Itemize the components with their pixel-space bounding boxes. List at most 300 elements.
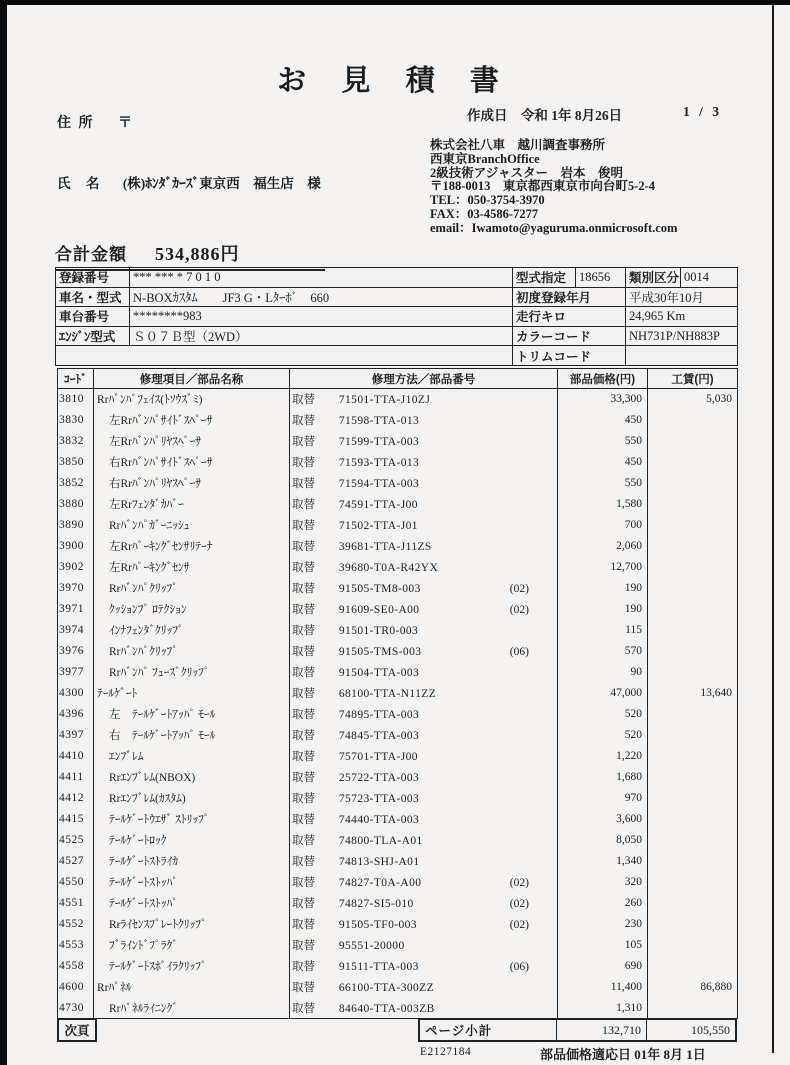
parts-table-row bbox=[58, 851, 738, 872]
part-name: ｴﾝﾌﾞﾚﾑ bbox=[109, 751, 144, 763]
part-number: 71594-TTA-003 bbox=[338, 478, 420, 490]
method-partno-cell bbox=[290, 725, 558, 746]
next-page-box: 次頁 bbox=[57, 1018, 97, 1042]
total-label: 合計金額 bbox=[55, 245, 127, 264]
part-price: 550 bbox=[558, 431, 648, 452]
company-block bbox=[430, 139, 677, 236]
part-price: 2,060 bbox=[558, 536, 648, 557]
part-name-cell bbox=[94, 389, 290, 410]
method-partno-cell bbox=[290, 998, 558, 1019]
part-name-cell bbox=[94, 599, 290, 620]
parts-table-row bbox=[58, 557, 738, 578]
part-number-suffix: (02) bbox=[509, 583, 529, 595]
labor-cost bbox=[648, 998, 738, 1019]
repair-method: 取替 bbox=[292, 478, 315, 490]
part-price: 550 bbox=[558, 473, 648, 494]
part-code: 3880 bbox=[58, 494, 94, 515]
method-partno-cell bbox=[290, 515, 558, 536]
labor-cost bbox=[648, 746, 738, 767]
company-tel: TEL：050-3754-3970 bbox=[430, 193, 545, 208]
repair-method: 取替 bbox=[292, 751, 315, 763]
part-code: 3974 bbox=[58, 620, 94, 641]
part-code: 4525 bbox=[58, 830, 94, 851]
scan-edge-right bbox=[772, 5, 774, 1053]
labor-cost bbox=[648, 431, 738, 452]
part-name: Rrﾗｲｾﾝｽﾌﾟﾚｰﾄｸﾘｯﾌﾟ bbox=[109, 919, 207, 931]
page-subtotal-label: ページ小計 bbox=[420, 1020, 557, 1040]
part-number: 74895-TTA-003 bbox=[338, 709, 420, 721]
repair-method: 取替 bbox=[292, 520, 315, 532]
part-code: 4552 bbox=[58, 914, 94, 935]
repair-method: 取替 bbox=[292, 499, 315, 511]
labor-cost bbox=[648, 809, 738, 830]
parts-table-row bbox=[58, 578, 738, 599]
method-partno-cell bbox=[290, 599, 558, 620]
part-number: 68100-TTA-N11ZZ bbox=[338, 688, 437, 700]
color-code-label: カラーコード bbox=[513, 326, 626, 346]
method-partno-cell bbox=[290, 977, 558, 998]
part-name: ﾃｰﾙｹﾞｰﾄｽﾄｯﾊﾟ bbox=[109, 877, 178, 889]
document-title: お 見 積 書 bbox=[277, 65, 513, 97]
part-price: 3,600 bbox=[558, 809, 648, 830]
part-price: 1,310 bbox=[558, 998, 648, 1019]
repair-method: 取替 bbox=[292, 982, 315, 994]
header-method-partno: 修理方法／部品番号 bbox=[290, 369, 558, 389]
part-number-suffix: (02) bbox=[509, 898, 529, 910]
labor-cost bbox=[648, 704, 738, 725]
method-partno-cell bbox=[290, 410, 558, 431]
mileage-label: 走行キロ bbox=[513, 307, 626, 327]
parts-table-row bbox=[58, 599, 738, 620]
method-partno-cell bbox=[290, 956, 558, 977]
parts-table-row bbox=[58, 977, 738, 998]
labor-cost bbox=[648, 725, 738, 746]
part-number: 71501-TTA-J10ZJ bbox=[338, 394, 431, 407]
vehicle-row-engine bbox=[56, 326, 738, 346]
repair-method: 取替 bbox=[292, 772, 315, 784]
parts-table-body bbox=[58, 389, 738, 1019]
method-partno-cell bbox=[290, 389, 558, 410]
part-code: 3832 bbox=[58, 431, 94, 452]
repair-method: 取替 bbox=[292, 646, 315, 658]
company-email: email：Iwamoto@yaguruma.onmicrosoft.com bbox=[430, 220, 678, 235]
address-label: 住 所 bbox=[57, 116, 95, 131]
part-code: 4553 bbox=[58, 935, 94, 956]
part-name-cell bbox=[94, 536, 290, 557]
chassis-label: 車台番号 bbox=[56, 307, 130, 327]
parts-table-row bbox=[58, 620, 738, 641]
parts-table-row bbox=[58, 704, 738, 725]
page-indicator: 1 / 3 bbox=[683, 104, 723, 119]
labor-cost bbox=[648, 410, 738, 431]
part-name: ｲﾝﾅﾌｪﾝﾀﾞｸﾘｯﾌﾟ bbox=[109, 625, 184, 637]
part-number-suffix: (02) bbox=[509, 919, 529, 931]
labor-cost bbox=[648, 620, 738, 641]
parts-table-row bbox=[58, 452, 738, 473]
part-code: 4412 bbox=[58, 788, 94, 809]
part-name-cell bbox=[94, 830, 290, 851]
class-label: 類別区分 bbox=[626, 268, 681, 288]
parts-table-row bbox=[58, 662, 738, 683]
labor-cost bbox=[648, 956, 738, 977]
header-item-name: 修理項目／部品名称 bbox=[94, 369, 290, 389]
parts-table-row bbox=[58, 809, 738, 830]
part-code: 4396 bbox=[58, 704, 94, 725]
repair-method: 取替 bbox=[292, 940, 315, 952]
method-partno-cell bbox=[290, 746, 558, 767]
repair-method: 取替 bbox=[292, 835, 315, 847]
vehicle-row-chassis bbox=[56, 307, 738, 327]
parts-table-row bbox=[58, 788, 738, 809]
part-number: 71593-TTA-013 bbox=[338, 457, 420, 469]
mileage-value: 24,965 Km bbox=[626, 307, 738, 327]
repair-method: 取替 bbox=[292, 583, 315, 595]
labor-cost bbox=[648, 599, 738, 620]
part-name: Rrﾊﾞﾝﾊﾟｶﾞｰﾆｯｼｭ bbox=[109, 520, 190, 532]
method-partno-cell bbox=[290, 914, 558, 935]
part-number: 71599-TTA-003 bbox=[338, 436, 420, 448]
labor-cost bbox=[648, 914, 738, 935]
company-line: 2級技術アジャスター 岩本 俊明 bbox=[430, 165, 624, 180]
part-name: ﾃｰﾙｹﾞｰﾄﾛｯｸ bbox=[109, 835, 167, 847]
part-price: 115 bbox=[558, 620, 648, 641]
part-name: 左Rrﾊﾞﾝﾊﾟﾘﾔｽﾍﾟｰｻ bbox=[109, 436, 201, 448]
created-date-value: 令和 1年 8月26日 bbox=[520, 108, 623, 123]
part-number: 91505-TMS-003 bbox=[338, 646, 422, 658]
part-code: 4527 bbox=[58, 851, 94, 872]
part-price: 700 bbox=[558, 515, 648, 536]
repair-method: 取替 bbox=[292, 688, 315, 700]
part-number-suffix: (06) bbox=[509, 646, 529, 658]
part-price: 90 bbox=[558, 662, 648, 683]
part-price: 1,340 bbox=[558, 851, 648, 872]
parts-price-date: 部品価格適応日 01年 8月 1日 bbox=[540, 1047, 706, 1062]
part-price: 47,000 bbox=[558, 683, 648, 704]
parts-table-row bbox=[58, 830, 738, 851]
labor-cost: 5,030 bbox=[648, 389, 738, 410]
vehicle-row-registration bbox=[56, 268, 738, 288]
parts-table-row bbox=[58, 641, 738, 662]
parts-table-row bbox=[58, 536, 738, 557]
part-code: 4730 bbox=[58, 998, 94, 1019]
part-price: 12,700 bbox=[558, 557, 648, 578]
part-code: 4600 bbox=[58, 977, 94, 998]
method-partno-cell bbox=[290, 830, 558, 851]
part-number: 75723-TTA-003 bbox=[338, 793, 420, 805]
created-date-label: 作成日 bbox=[467, 108, 508, 123]
part-price: 190 bbox=[558, 599, 648, 620]
part-number: 74800-TLA-A01 bbox=[338, 835, 423, 847]
part-price: 33,300 bbox=[558, 389, 648, 410]
method-partno-cell bbox=[290, 683, 558, 704]
parts-table-row bbox=[58, 956, 738, 977]
engine-value: Ｓ０７Ｂ型（2WD） bbox=[130, 326, 513, 346]
company-line: 〒188-0013 東京都西東京市向台町5-2-4 bbox=[430, 179, 655, 194]
trim-code-label: トリムコード bbox=[513, 346, 626, 366]
part-name-cell bbox=[94, 851, 290, 872]
part-name: Rrﾊﾞﾝﾊﾟﾌｪｲｽ(ﾄｿｳｽﾞﾐ) bbox=[97, 394, 203, 407]
part-number-suffix: (06) bbox=[509, 961, 529, 973]
parts-table-row bbox=[58, 914, 738, 935]
company-line: 株式会社八車 越川調査事務所 bbox=[430, 138, 606, 152]
part-number: 74440-TTA-003 bbox=[338, 814, 420, 826]
part-code: 3810 bbox=[58, 389, 94, 410]
labor-cost bbox=[648, 473, 738, 494]
vehicle-info-table bbox=[55, 267, 738, 366]
labor-cost bbox=[648, 452, 738, 473]
method-partno-cell bbox=[290, 452, 558, 473]
part-name: ﾌﾞﾗｲﾝﾄﾞﾌﾟﾗｸﾞ bbox=[109, 940, 178, 952]
part-number: 91609-SE0-A00 bbox=[338, 604, 420, 616]
part-number-suffix: (02) bbox=[509, 604, 529, 616]
part-name-cell bbox=[94, 956, 290, 977]
part-name: 右 ﾃｰﾙｹﾞｰﾄｱｯﾊﾟ ﾓｰﾙ bbox=[109, 730, 216, 742]
part-code: 3890 bbox=[58, 515, 94, 536]
part-price: 105 bbox=[558, 935, 648, 956]
labor-cost bbox=[648, 767, 738, 788]
part-name: Rrｴﾝﾌﾞﾚﾑ(ｶｽﾀﾑ) bbox=[109, 793, 186, 805]
part-number: 74845-TTA-003 bbox=[338, 730, 420, 742]
labor-cost bbox=[648, 872, 738, 893]
part-number: 91505-TF0-003 bbox=[338, 919, 417, 931]
repair-method: 取替 bbox=[292, 625, 315, 637]
part-price: 1,680 bbox=[558, 767, 648, 788]
part-code: 3850 bbox=[58, 452, 94, 473]
type-designation-value: 18656 bbox=[576, 268, 626, 288]
postal-mark: 〒 bbox=[118, 116, 134, 131]
part-number: 74591-TTA-J00 bbox=[338, 499, 418, 511]
part-code: 4550 bbox=[58, 872, 94, 893]
part-name-cell bbox=[94, 998, 290, 1019]
part-name-cell bbox=[94, 725, 290, 746]
part-name: ﾃｰﾙｹﾞｰﾄｽﾄｯﾊﾟ bbox=[109, 898, 178, 910]
part-name: 左Rrﾊﾞﾝﾊﾟｻｲﾄﾞｽﾍﾟｰｻ bbox=[109, 415, 213, 427]
part-name-cell bbox=[94, 662, 290, 683]
part-number: 91505-TM8-003 bbox=[338, 583, 421, 595]
repair-method: 取替 bbox=[292, 856, 315, 868]
part-price: 1,220 bbox=[558, 746, 648, 767]
parts-table-row bbox=[58, 725, 738, 746]
parts-table-row bbox=[58, 494, 738, 515]
part-name-cell bbox=[94, 578, 290, 599]
trim-code-value bbox=[626, 346, 738, 366]
scan-edge-left bbox=[0, 0, 7, 1065]
part-name-cell bbox=[94, 746, 290, 767]
method-partno-cell bbox=[290, 851, 558, 872]
part-price: 690 bbox=[558, 956, 648, 977]
repair-method: 取替 bbox=[292, 667, 315, 679]
method-partno-cell bbox=[290, 494, 558, 515]
registration-label: 登録番号 bbox=[56, 268, 130, 288]
parts-table-row bbox=[58, 893, 738, 914]
parts-table-row bbox=[58, 389, 738, 410]
parts-table-row bbox=[58, 473, 738, 494]
parts-table-row bbox=[58, 998, 738, 1019]
part-name: ﾃｰﾙｹﾞｰﾄｽﾎﾟｲﾗｸﾘｯﾌﾟ bbox=[109, 961, 207, 973]
part-price: 11,400 bbox=[558, 977, 648, 998]
part-name: Rrﾊﾞﾝﾊﾟｸﾘｯﾌﾟ bbox=[109, 646, 178, 658]
created-date bbox=[467, 104, 622, 124]
method-partno-cell bbox=[290, 788, 558, 809]
part-name-cell bbox=[94, 893, 290, 914]
method-partno-cell bbox=[290, 809, 558, 830]
part-price: 570 bbox=[558, 641, 648, 662]
part-name: Rrｴﾝﾌﾞﾚﾑ(NBOX) bbox=[109, 772, 196, 784]
part-code: 3902 bbox=[58, 557, 94, 578]
labor-cost bbox=[648, 851, 738, 872]
part-price: 260 bbox=[558, 893, 648, 914]
address-row bbox=[57, 112, 134, 132]
part-price: 190 bbox=[558, 578, 648, 599]
part-number: 74827-SI5-010 bbox=[338, 898, 414, 910]
model-value: N-BOXｶｽﾀﾑ JF3 G・Lﾀｰﾎﾞ 660 bbox=[130, 287, 513, 307]
part-name-cell bbox=[94, 620, 290, 641]
method-partno-cell bbox=[290, 662, 558, 683]
part-name: ﾃｰﾙｹﾞｰﾄ bbox=[97, 688, 138, 700]
parts-table-row bbox=[58, 683, 738, 704]
part-name: 左 ﾃｰﾙｹﾞｰﾄｱｯﾊﾟ ﾓｰﾙ bbox=[109, 709, 216, 721]
part-number: 39681-TTA-J11ZS bbox=[338, 541, 432, 553]
part-name-cell bbox=[94, 683, 290, 704]
labor-cost bbox=[648, 662, 738, 683]
labor-cost: 86,880 bbox=[648, 977, 738, 998]
part-code: 3971 bbox=[58, 599, 94, 620]
labor-cost bbox=[648, 788, 738, 809]
part-name-cell bbox=[94, 515, 290, 536]
engine-label: ｴﾝｼﾞﾝ型式 bbox=[56, 326, 130, 346]
part-name: Rrﾊﾞﾝﾊﾟｸﾘｯﾌﾟ bbox=[109, 583, 178, 595]
part-code: 4300 bbox=[58, 683, 94, 704]
repair-method: 取替 bbox=[292, 457, 315, 469]
part-name-cell bbox=[94, 767, 290, 788]
part-name-cell bbox=[94, 452, 290, 473]
repair-method: 取替 bbox=[292, 436, 315, 448]
method-partno-cell bbox=[290, 935, 558, 956]
method-partno-cell bbox=[290, 536, 558, 557]
header-labor-cost: 工賃(円) bbox=[648, 369, 738, 389]
first-registration-value: 平成30年10月 bbox=[626, 287, 738, 307]
part-name-cell bbox=[94, 914, 290, 935]
header-part-price: 部品価格(円) bbox=[558, 369, 648, 389]
repair-method: 取替 bbox=[292, 1002, 315, 1015]
part-name-cell bbox=[94, 872, 290, 893]
parts-table bbox=[57, 368, 738, 1019]
color-code-value: NH731P/NH883P bbox=[626, 326, 738, 346]
repair-method: 取替 bbox=[292, 877, 315, 889]
method-partno-cell bbox=[290, 641, 558, 662]
method-partno-cell bbox=[290, 767, 558, 788]
labor-cost bbox=[648, 536, 738, 557]
labor-cost bbox=[648, 557, 738, 578]
part-code: 3970 bbox=[58, 578, 94, 599]
part-code: 3900 bbox=[58, 536, 94, 557]
labor-cost bbox=[648, 893, 738, 914]
part-price: 520 bbox=[558, 725, 648, 746]
method-partno-cell bbox=[290, 557, 558, 578]
company-fax: FAX：03-4586-7277 bbox=[430, 206, 539, 221]
first-registration-label: 初度登録年月 bbox=[513, 287, 626, 307]
method-partno-cell bbox=[290, 872, 558, 893]
part-name-cell bbox=[94, 809, 290, 830]
part-price: 450 bbox=[558, 452, 648, 473]
part-name-cell bbox=[94, 473, 290, 494]
chassis-value: ********983 bbox=[130, 307, 513, 327]
part-code: 3976 bbox=[58, 641, 94, 662]
part-number: 91511-TTA-003 bbox=[338, 961, 419, 973]
part-name: 右Rrﾊﾞﾝﾊﾟｻｲﾄﾞｽﾍﾟｰｻ bbox=[109, 457, 213, 469]
vehicle-empty-cell bbox=[56, 346, 513, 366]
document-number: E2127184 bbox=[420, 1046, 472, 1058]
part-name: 左Rrﾊﾟｰｷﾝｸﾞｾﾝｻﾘﾃｰﾅ bbox=[109, 541, 213, 553]
method-partno-cell bbox=[290, 473, 558, 494]
part-number: 74813-SHJ-A01 bbox=[338, 856, 420, 868]
parts-table-row bbox=[58, 431, 738, 452]
page-subtotal-price: 132,710 bbox=[557, 1020, 647, 1040]
part-code: 4415 bbox=[58, 809, 94, 830]
customer-label: 氏 名 bbox=[57, 176, 106, 191]
repair-method: 取替 bbox=[292, 541, 315, 553]
part-name-cell bbox=[94, 431, 290, 452]
page-subtotal-labor: 105,550 bbox=[691, 1022, 730, 1037]
part-number: 95551-20000 bbox=[338, 940, 405, 952]
part-price: 320 bbox=[558, 872, 648, 893]
part-name-cell bbox=[94, 641, 290, 662]
part-name-cell bbox=[94, 935, 290, 956]
part-code: 4411 bbox=[58, 767, 94, 788]
part-code: 4551 bbox=[58, 893, 94, 914]
part-name: ｸｯｼｮﾝﾌﾟ ﾛﾃｸｼｮﾝ bbox=[109, 604, 187, 616]
part-name-cell bbox=[94, 410, 290, 431]
part-code: 3977 bbox=[58, 662, 94, 683]
page-subtotal-row bbox=[418, 1018, 737, 1042]
part-name: 右Rrﾊﾞﾝﾊﾟﾘﾔｽﾍﾟｰｻ bbox=[109, 478, 201, 490]
part-number: 66100-TTA-300ZZ bbox=[338, 982, 435, 994]
part-name-cell bbox=[94, 704, 290, 725]
part-price: 230 bbox=[558, 914, 648, 935]
repair-method: 取替 bbox=[292, 394, 315, 407]
part-price: 520 bbox=[558, 704, 648, 725]
labor-cost bbox=[648, 935, 738, 956]
method-partno-cell bbox=[290, 704, 558, 725]
part-number: 71598-TTA-013 bbox=[338, 415, 420, 427]
part-name: Rrﾊﾟﾈﾙ bbox=[97, 982, 132, 994]
parts-table-row bbox=[58, 515, 738, 536]
parts-table-row bbox=[58, 872, 738, 893]
part-code: 4558 bbox=[58, 956, 94, 977]
method-partno-cell bbox=[290, 431, 558, 452]
part-name: 左Rrﾌｪﾝﾀﾞｶﾊﾞｰ bbox=[109, 499, 184, 511]
part-price: 450 bbox=[558, 410, 648, 431]
repair-method: 取替 bbox=[292, 730, 315, 742]
labor-cost bbox=[648, 578, 738, 599]
method-partno-cell bbox=[290, 620, 558, 641]
part-number: 25722-TTA-003 bbox=[338, 772, 420, 784]
type-designation-label: 型式指定 bbox=[513, 268, 576, 288]
repair-method: 取替 bbox=[292, 415, 315, 427]
total-amount: 534,886円 bbox=[155, 244, 240, 264]
labor-cost bbox=[648, 641, 738, 662]
part-code: 4410 bbox=[58, 746, 94, 767]
part-name-cell bbox=[94, 788, 290, 809]
repair-method: 取替 bbox=[292, 604, 315, 616]
labor-cost bbox=[648, 494, 738, 515]
parts-table-row bbox=[58, 746, 738, 767]
part-code: 4397 bbox=[58, 725, 94, 746]
parts-table-row bbox=[58, 410, 738, 431]
part-number: 39680-T0A-R42YX bbox=[338, 562, 439, 574]
method-partno-cell bbox=[290, 893, 558, 914]
parts-table-row bbox=[58, 767, 738, 788]
